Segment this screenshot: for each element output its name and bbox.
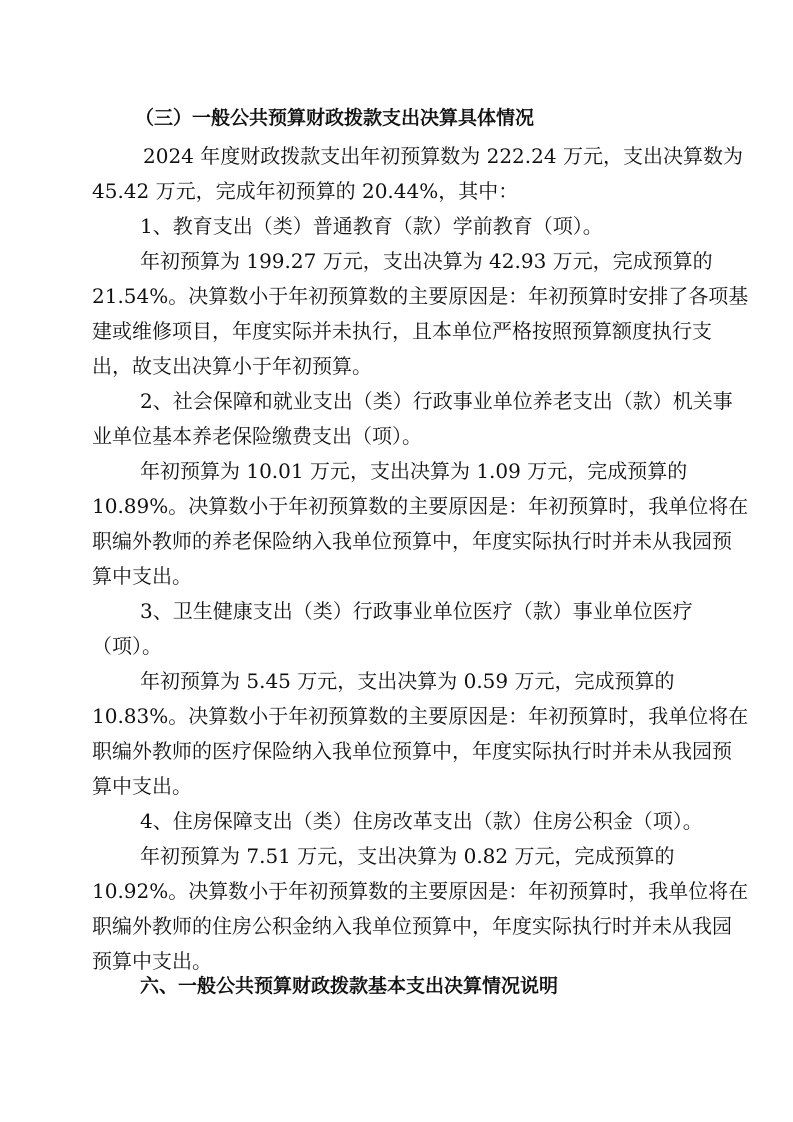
item-heading-education: 1、教育支出（类）普通教育（款）学前教育（项）。 (140, 214, 603, 238)
paragraph-line: 10.92%。决算数小于年初预算数的主要原因是：年初预算时，我单位将在 (92, 879, 749, 903)
paragraph-line: 建或维修项目，年度实际并未执行，且本单位严格按照预算额度执行支 (92, 319, 712, 343)
item-heading-social-security: 2、社会保障和就业支出（类）行政事业单位养老支出（款）机关事 (140, 389, 733, 413)
paragraph-line: 算中支出。 (92, 774, 192, 798)
paragraph-line: 10.83%。决算数小于年初预算数的主要原因是：年初预算时，我单位将在 (92, 704, 749, 728)
paragraph-line: 21.54%。决算数小于年初预算数的主要原因是：年初预算时安排了各项基 (92, 284, 749, 308)
item-heading-health: 3、卫生健康支出（类）行政事业单位医疗（款）事业单位医疗 (140, 599, 693, 623)
paragraph-line: 年初预算为 199.27 万元，支出决算为 42.93 万元，完成预算的 (140, 249, 713, 273)
paragraph-line: 业单位基本养老保险缴费支出（项）。 (92, 424, 422, 448)
paragraph-line: 职编外教师的养老保险纳入我单位预算中，年度实际执行时并未从我园预 (92, 529, 732, 553)
paragraph-line: 年初预算为 7.51 万元，支出决算为 0.82 万元，完成预算的 (140, 844, 675, 868)
paragraph-line: 2024 年度财政拨款支出年初预算数为 222.24 万元，支出决算数为 (143, 144, 743, 168)
paragraph-line: 预算中支出。 (92, 949, 212, 973)
paragraph-line: 算中支出。 (92, 564, 192, 588)
item-heading-housing: 4、住房保障支出（类）住房改革支出（款）住房公积金（项）。 (140, 809, 703, 833)
paragraph-line: 45.42 万元，完成年初预算的 20.44%，其中： (92, 179, 519, 203)
paragraph-line: 职编外教师的医疗保险纳入我单位预算中，年度实际执行时并未从我园预 (92, 739, 732, 763)
section-heading: （三）一般公共预算财政拨款支出决算具体情况 (135, 107, 535, 129)
paragraph-line: 年初预算为 5.45 万元，支出决算为 0.59 万元，完成预算的 (140, 669, 675, 693)
paragraph-line: 出，故支出决算小于年初预算。 (92, 354, 372, 378)
paragraph-line: （项）。 (92, 634, 162, 658)
paragraph-line: 年初预算为 10.01 万元，支出决算为 1.09 万元，完成预算的 (140, 459, 688, 483)
next-section-heading: 六、一般公共预算财政拨款基本支出决算情况说明 (140, 975, 559, 997)
paragraph-line: 职编外教师的住房公积金纳入我单位预算中，年度实际执行时并未从我园 (92, 914, 732, 938)
paragraph-line: 10.89%。决算数小于年初预算数的主要原因是：年初预算时，我单位将在 (92, 494, 749, 518)
